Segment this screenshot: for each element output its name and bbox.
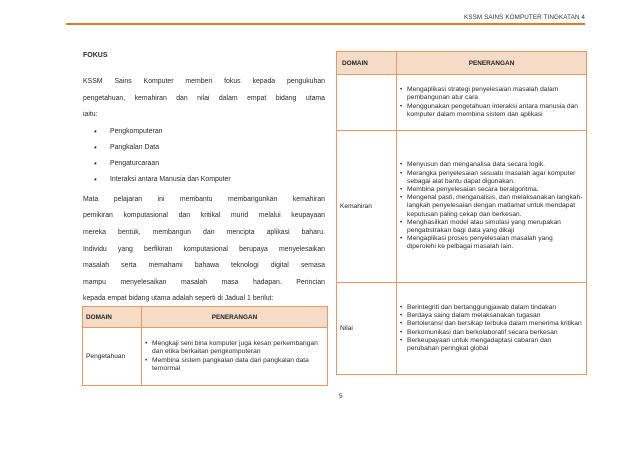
- description-point: • Berkeupayaan untuk mengadaptasi cabaran dan perubahan peringkat global: [397, 337, 583, 353]
- domain-cell: Kemahiran: [337, 131, 397, 283]
- description-point: • Membina sistem pangkalan data dari pangkalan data ternormal: [142, 357, 324, 373]
- description-cell: [397, 131, 587, 283]
- focus-item: • Pangkalan Data: [83, 140, 325, 156]
- left-column: [83, 50, 325, 329]
- focus-table-part-1: [82, 306, 328, 386]
- body-line: Mata pelajaran ini membantu membangunkan kemahiran: [83, 195, 325, 203]
- body-line: kepada empat bidang utama adalah seperti di Jadual 1 berilut:: [83, 295, 274, 303]
- section-heading: FOKUS: [83, 52, 108, 59]
- focus-item: • Pengkomputeran: [83, 124, 325, 140]
- description-point: • Membina penyelesaian secara beralgoritma.: [397, 186, 583, 194]
- description-list: [397, 304, 586, 353]
- intro-paragraph: [83, 74, 325, 124]
- description-cell: [142, 328, 328, 386]
- focus-list: [83, 124, 325, 188]
- intro-line: KSSM Sains Komputer memberi fokus kepada pengukuhan: [83, 78, 325, 85]
- description-list: [397, 86, 586, 119]
- description-list: [397, 161, 586, 251]
- focus-item: • Interaksi antara Manusia dan Komputer: [83, 172, 325, 188]
- description-point: • Menggunakan pengetahuan interaksi antara manusia dan komputer dalam membina sistem dan aplikasi: [397, 103, 583, 119]
- penerangan-header: PENERANGAN: [397, 52, 587, 75]
- description-cell: [397, 75, 587, 131]
- body-paragraph: [83, 192, 325, 308]
- description-point: • Merangka penyelesaian sesuatu masalah agar komputer sebagai alat bantu dapat digunakan.: [397, 170, 583, 186]
- page-number: 5: [339, 393, 343, 400]
- domain-header: DOMAIN: [83, 307, 142, 328]
- domain-header: DOMAIN: [337, 52, 397, 75]
- intro-line: iaitu:: [83, 111, 98, 119]
- focus-item: • Pengaturcaraan: [83, 156, 325, 172]
- description-point: • Mengaplikasi proses penyelesaian masalah yang diperolehi ke pelbagai masalah lain.: [397, 235, 583, 251]
- body-line: mereka bentuk, membangun dan mencipta aplikasi baharu.: [83, 228, 325, 236]
- body-line: mampu menyelesaikan masalah masa hadapan. Perincian: [83, 278, 325, 286]
- description-point: • Mengaplikasi strategi penyelesaian masalah dalam pembangunan atur cara: [397, 86, 583, 102]
- domain-cell: Nilai: [337, 283, 397, 375]
- focus-table-part-2: [336, 51, 587, 375]
- body-line: Individu yang berfikiran komputasional berupaya menyelesaikan: [83, 245, 325, 253]
- body-line: pemikiran komputasional dan kritikal murid melalui keupayaan: [83, 212, 325, 220]
- body-line: masalah serta memahami bahawa teknologi digital semasa: [83, 262, 325, 270]
- intro-line: pengetahuan, kemahiran dan nilai dalam empat bidang utama: [83, 94, 325, 102]
- domain-cell: [337, 75, 397, 131]
- description-point: • Bertoleransi dan bersikap terbuka dalam menerima kritikan: [397, 320, 583, 328]
- description-cell: [397, 283, 587, 375]
- description-point: • Mengkaji seni bina komputer juga kesan perkembangan dan etika berkaitan pengkomputeran: [142, 340, 324, 356]
- domain-cell: Pengetahuan: [83, 328, 142, 386]
- header-rule: [66, 23, 585, 25]
- running-header: KSSM SAINS KOMPUTER TINGKATAN 4: [463, 14, 585, 21]
- description-point: • Berdaya saing dalam melaksanakan tugasan: [397, 312, 583, 320]
- penerangan-header: PENERANGAN: [142, 307, 328, 328]
- description-point: • Menyusun dan menganalisa data secara logik.: [397, 161, 583, 169]
- description-point: • Menghasilkan model atau simulasi yang merupakan pengabstrakan bagi data yang dikaji: [397, 219, 583, 235]
- description-point: • Mengenal pasti, menganalisis, dan melaksanakan langkah-langkah penyelesaian dengan matlamat untuk mendapat keputusan paling cekap dan berkesan.: [397, 194, 583, 219]
- description-list: [142, 340, 327, 373]
- description-point: • Berkomunikasi dan berkolaboratif secara berkesan: [397, 329, 583, 337]
- description-point: • Berintegriti dan bertanggungjawab dalam tindakan: [397, 304, 583, 312]
